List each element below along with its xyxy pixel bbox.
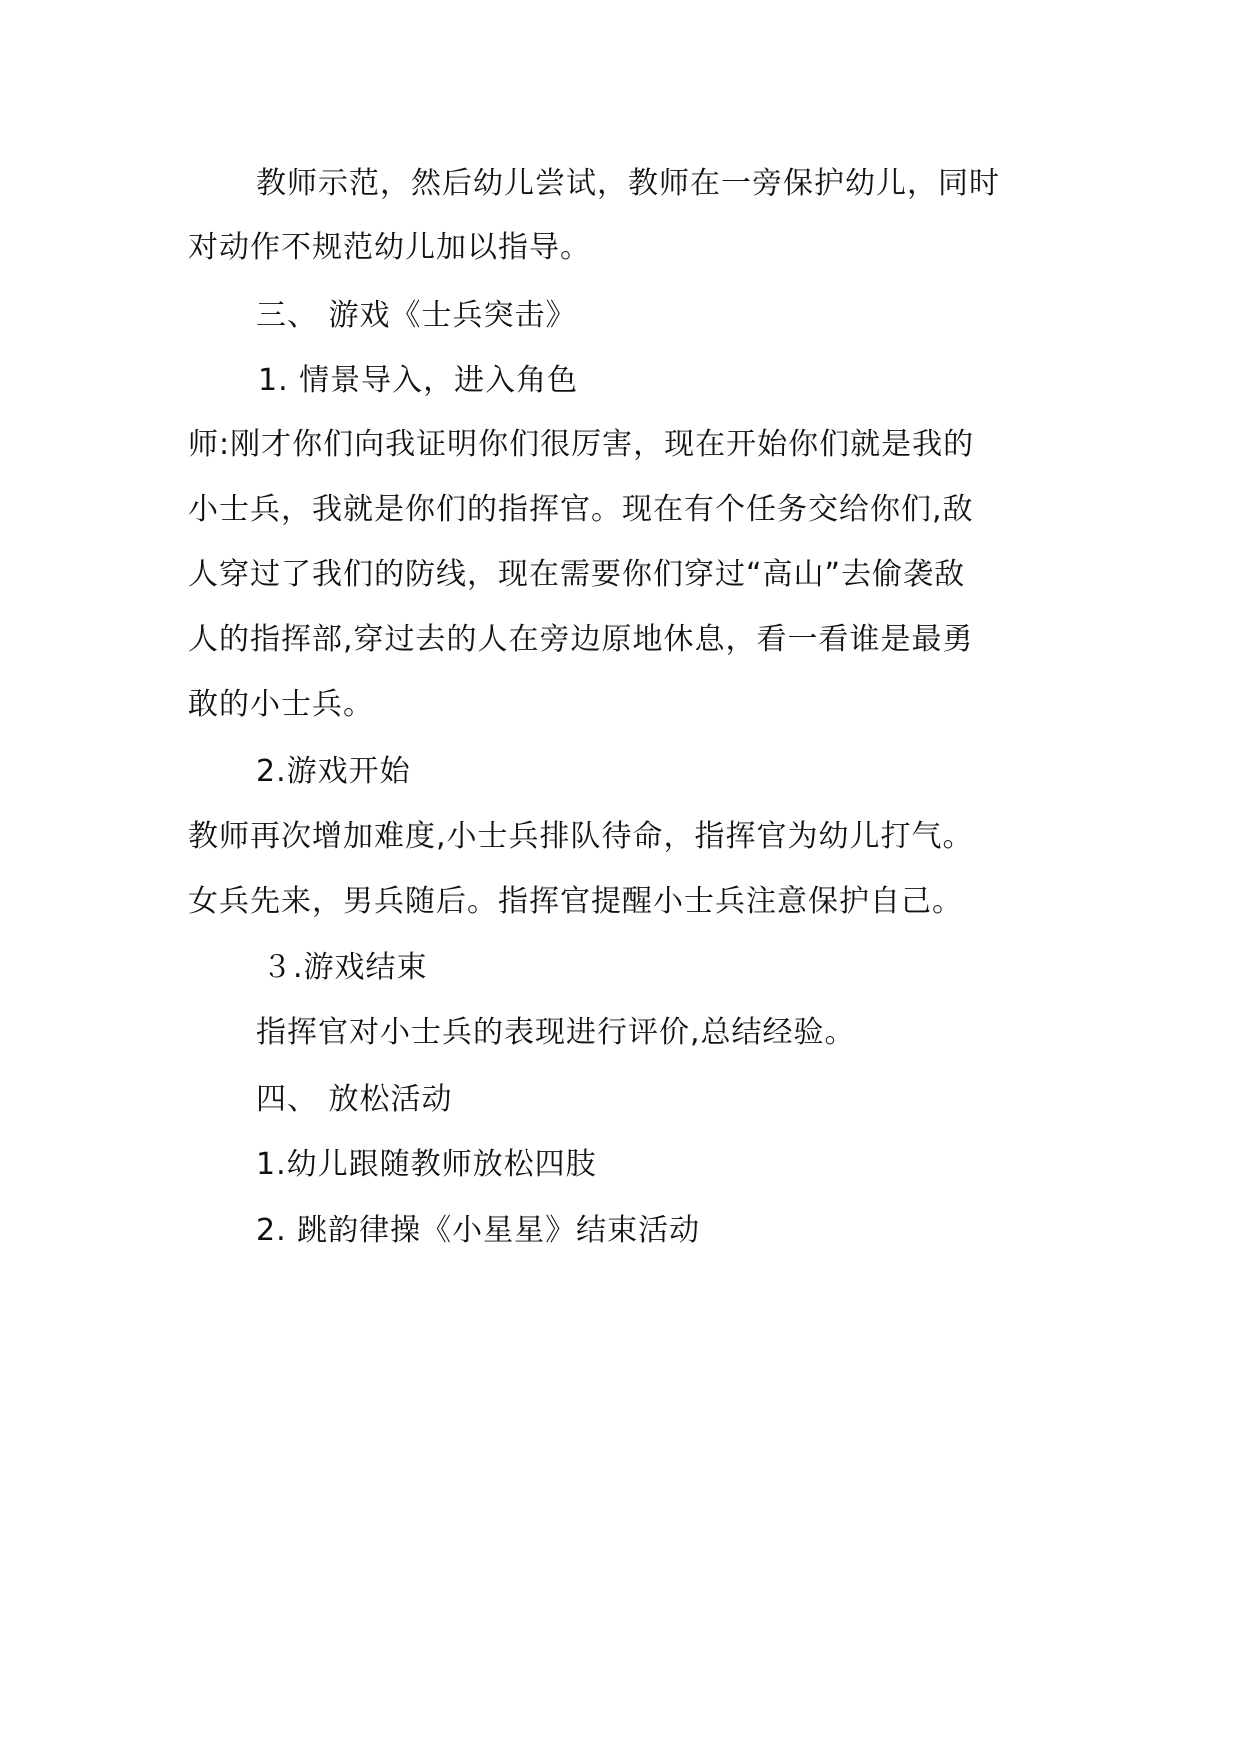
paragraph-line: 教师再次增加难度,小士兵排队待命，指挥官为幼儿打气。: [188, 819, 974, 854]
list-item: 2. 跳韵律操《小星星》结束活动: [256, 1213, 701, 1248]
paragraph-line: 人穿过了我们的防线，现在需要你们穿过“高山”去偷袭敌: [188, 557, 966, 592]
paragraph-line: 师:刚才你们向我证明你们很厉害，现在开始你们就是我的: [188, 427, 975, 462]
paragraph-line: 对动作不规范幼儿加以指导。: [188, 230, 591, 265]
paragraph-line: 小士兵，我就是你们的指挥官。现在有个任务交给你们,敌: [188, 492, 974, 527]
subheading-2: 2.游戏开始: [256, 754, 411, 789]
list-item: 1.幼儿跟随教师放松四肢: [256, 1147, 597, 1182]
section-heading-4: 四、 放松活动: [256, 1082, 453, 1117]
paragraph-line: 教师示范，然后幼儿尝试，教师在一旁保护幼儿，同时: [256, 166, 1000, 201]
section-heading-3: 三、 游戏《士兵突击》: [256, 298, 577, 333]
paragraph-line: 敢的小士兵。: [188, 687, 374, 722]
subheading-3: ３.游戏结束: [262, 950, 428, 985]
paragraph-line: 女兵先来，男兵随后。指挥官提醒小士兵注意保护自己。: [188, 884, 963, 919]
paragraph-line: 指挥官对小士兵的表现进行评价,总结经验。: [256, 1015, 856, 1050]
paragraph-line: 人的指挥部,穿过去的人在旁边原地休息，看一看谁是最勇: [188, 622, 974, 657]
subheading-1: 1. 情景导入，进入角色: [258, 363, 579, 398]
